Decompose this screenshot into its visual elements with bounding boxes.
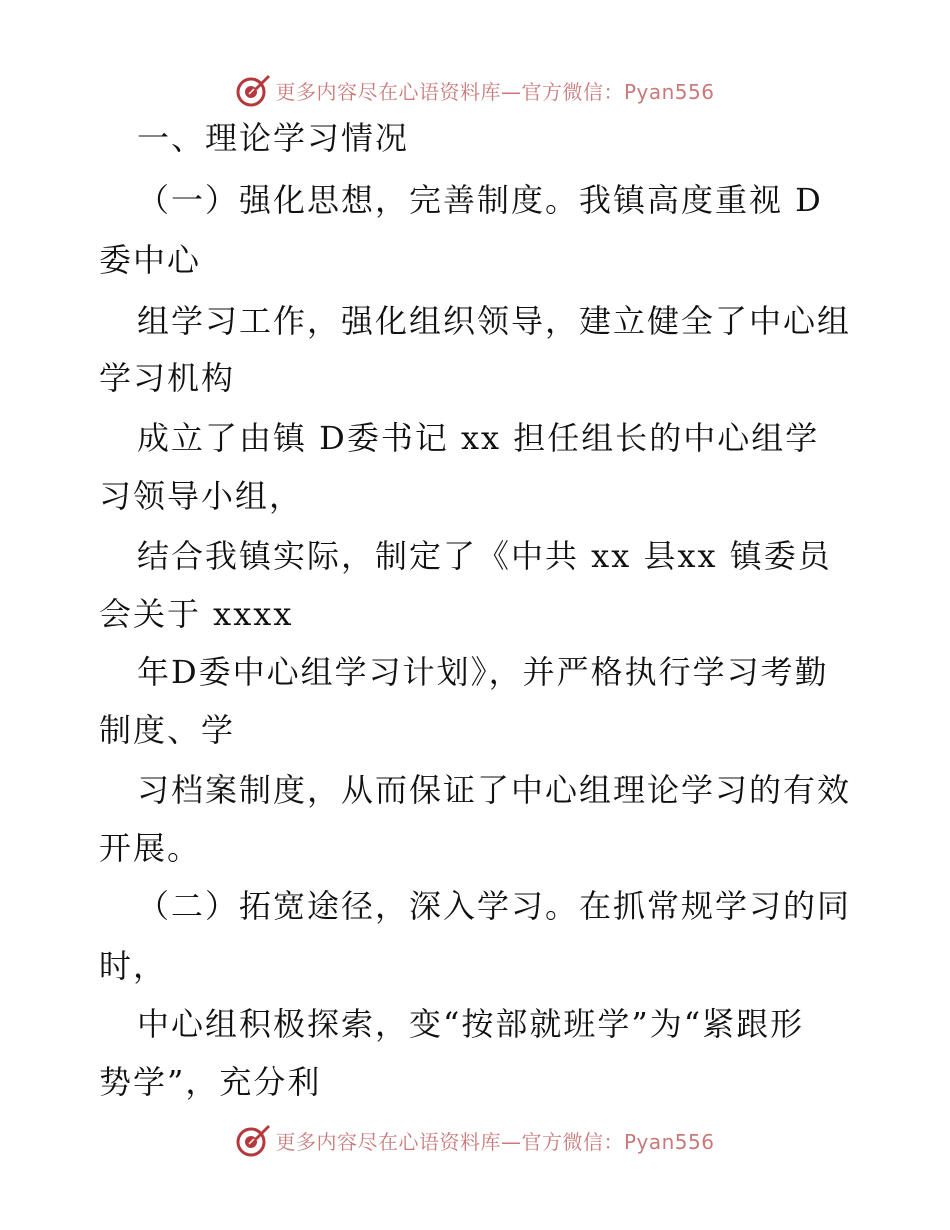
paragraph-line: 学习机构 <box>99 359 236 397</box>
footer-watermark <box>0 1120 950 1160</box>
paragraph-line: 中心组积极探索，变“按部就班学”为“紧跟形 <box>137 1005 805 1043</box>
paragraph-line: 委中心 <box>99 241 202 279</box>
paragraph-line: 结合我镇实际，制定了《中共 xx 县xx 镇委员 <box>137 537 832 575</box>
header-watermark <box>0 70 950 110</box>
paragraph-line: 习档案制度，从而保证了中心组理论学习的有效 <box>137 771 852 809</box>
paragraph-line: 会关于 xxxx <box>99 595 294 633</box>
paragraph-line: 开展。 <box>99 829 202 867</box>
watermark-text: 更多内容尽在心语资料库—官方微信：Pyan556 <box>275 79 715 104</box>
pen-nib-logo-icon <box>235 72 271 108</box>
section-heading: 一、理论学习情况 <box>137 119 410 157</box>
watermark-text: 更多内容尽在心语资料库—官方微信：Pyan556 <box>275 1129 715 1154</box>
paragraph-line: 制度、学 <box>99 711 236 749</box>
section-subheading: （二）拓宽途径，深入学习。在抓常规学习的同 <box>137 887 852 925</box>
paragraph-line: 年D委中心组学习计划》，并严格执行学习考勤 <box>137 653 829 691</box>
paragraph-line: 习领导小组， <box>99 477 304 515</box>
pen-nib-logo-icon <box>235 1122 271 1158</box>
paragraph-line: 组学习工作，强化组织领导，建立健全了中心组 <box>137 302 852 340</box>
paragraph-line: 时， <box>99 947 168 985</box>
paragraph-line: 势学”，充分利 <box>99 1063 322 1101</box>
paragraph-line: 成立了由镇 D委书记 xx 担任组长的中心组学 <box>137 419 820 457</box>
paragraph-line: （一）强化思想，完善制度。我镇高度重视 D <box>137 181 823 219</box>
